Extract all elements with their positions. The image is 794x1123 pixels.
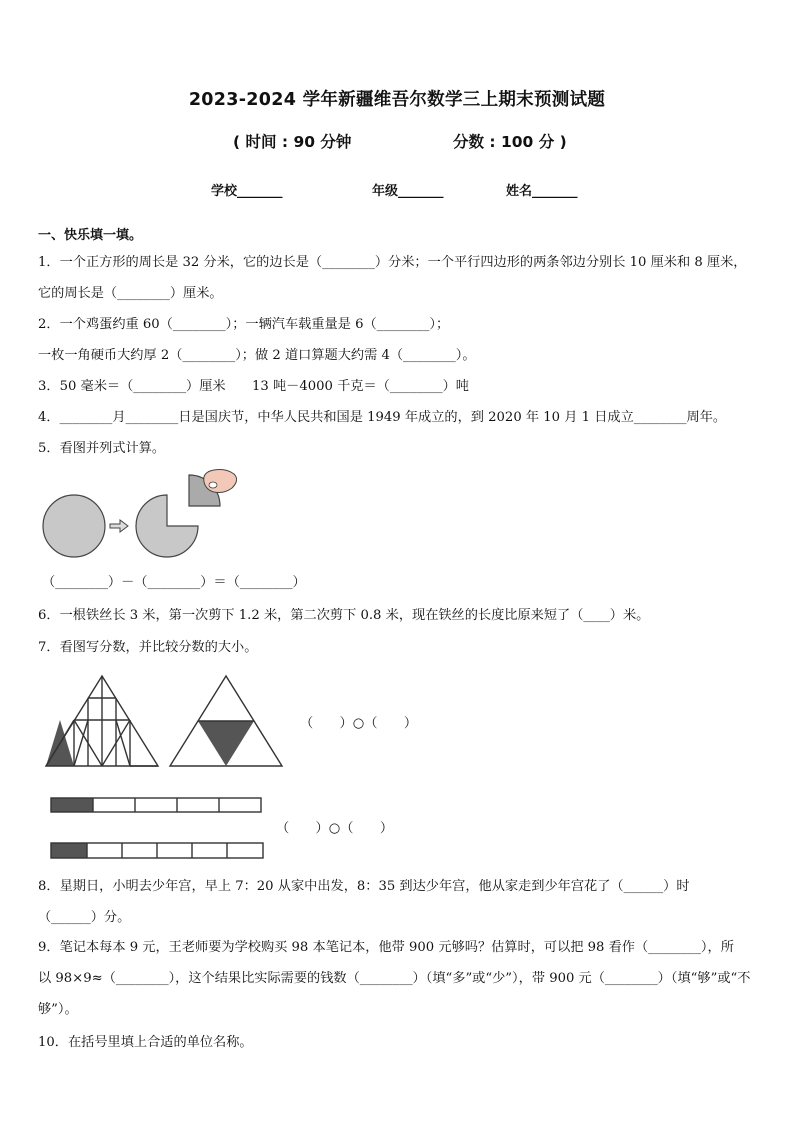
school-field: 学校_______ [211, 184, 283, 199]
question-6: 6．一根铁丝长 3 米，第一次剪下 1.2 米，第二次剪下 0.8 米，现在铁丝的长度比原来短了（____）米。 [38, 608, 650, 623]
full-circle [43, 495, 105, 557]
hand-icon [204, 470, 237, 493]
bar-1-shaded [51, 798, 93, 812]
question-2-line-2: 一枚一角硬币大约厚 2（________）；做 2 道口算题大约需 4（________）。 [38, 348, 476, 363]
bar-2-shaded [51, 843, 87, 858]
circle-figure [38, 466, 248, 566]
question-9-line-2: 以 98×9≈（________），这个结果比实际需要的钱数（________）（填“多”或“少”），带 900 元（________）（填“够”或“不 [38, 971, 751, 986]
question-3: 3．50 毫米＝（________）厘米 13 吨－4000 千克＝（________）吨 [38, 379, 469, 394]
question-5: 5．看图并列式计算。 [38, 441, 166, 456]
question-2-line-1: 2．一个鸡蛋约重 60（________）；一辆汽车载重量是 6（________）； [38, 317, 450, 332]
name-field: 姓名_______ [506, 184, 578, 199]
question-8-line-2: （______）分。 [38, 910, 131, 925]
triangle-figures [42, 672, 292, 772]
exam-time: ( 时间 : 90 分钟 [233, 133, 352, 151]
section-heading: 一、快乐填一填。 [38, 228, 143, 243]
page-title: 2023-2024 学年新疆维吾尔数学三上期末预测试题 [188, 90, 606, 110]
grade-field: 年级_______ [372, 184, 444, 199]
question-1-line-1: 1．一个正方形的周长是 32 分米，它的边长是（________）分米；一个平行四边形的两条邻边分别长 10 厘米和 8 厘米， [38, 255, 747, 270]
question-8-line-1: 8．星期日，小明去少年宫，早上 7：20 从家中出发，8：35 到达少年宫，他从家走到少年宫花了（______）时 [38, 879, 690, 894]
question-10: 10．在括号里填上合适的单位名称。 [38, 1035, 253, 1050]
question-7: 7．看图写分数，并比较分数的大小。 [38, 640, 258, 655]
question-1-line-2: 它的周长是（________）厘米。 [38, 286, 223, 301]
arrow-icon [110, 520, 128, 532]
question-7-compare-2: （ ）○（ ） [276, 821, 394, 836]
inner-shaded-triangle [198, 721, 254, 766]
exam-score: 分数 : 100 分 ) [453, 133, 567, 151]
question-7-compare-1: （ ）○（ ） [300, 716, 418, 731]
question-4: 4．________月________日是国庆节，中华人民共和国是 1949 年成立的，到 2020 年 10 月 1 日成立________周年。 [38, 410, 727, 425]
bar-figures [50, 796, 266, 862]
question-9-line-1: 9．笔记本每本 9 元，王老师要为学校购买 98 本笔记本，他带 900 元够吗？估算时，可以把 98 看作（________），所 [38, 940, 734, 955]
question-9-line-3: 够”）。 [38, 1002, 78, 1017]
question-5-answer: （________）－（________）＝（________） [42, 575, 306, 590]
